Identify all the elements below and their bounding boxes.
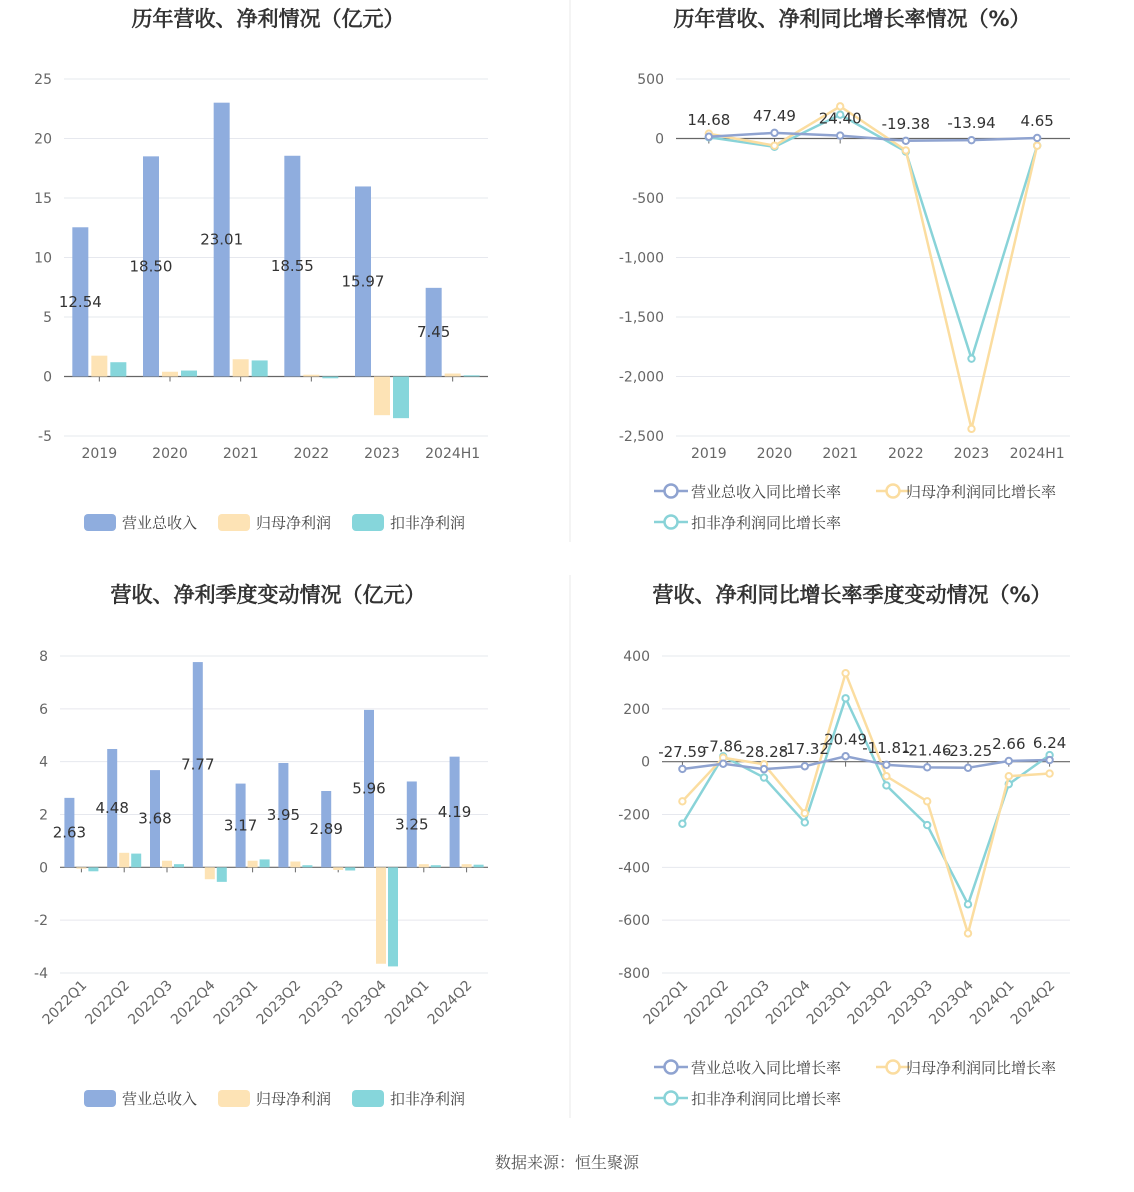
series-point xyxy=(924,764,930,770)
y-tick-label: -500 xyxy=(632,191,664,207)
x-tick-label: 2022Q3 xyxy=(722,977,773,1029)
x-tick-label: 2024H1 xyxy=(425,446,481,462)
series-point xyxy=(1034,135,1040,141)
series-point xyxy=(771,142,777,148)
chart-quarterly_growth xyxy=(618,583,1070,1108)
series-line xyxy=(682,698,1049,904)
x-tick-label: 2022 xyxy=(293,446,330,462)
series-line xyxy=(709,115,1037,359)
chart-layer xyxy=(34,7,1070,1108)
y-tick-label: 0 xyxy=(655,131,664,148)
y-tick-label: 0 xyxy=(43,369,52,386)
x-tick-label: 2022Q2 xyxy=(681,977,733,1029)
x-tick-label: 2022Q2 xyxy=(82,977,134,1029)
y-tick-label: 5 xyxy=(43,310,52,326)
bar xyxy=(174,864,184,867)
y-tick-label: -2,500 xyxy=(618,429,664,445)
y-tick-label: 8 xyxy=(39,649,48,665)
legend-label: 扣非净利润 xyxy=(390,1090,466,1108)
x-tick-label: 2022Q1 xyxy=(640,977,692,1029)
series-point xyxy=(679,821,685,827)
bar xyxy=(419,864,429,867)
legend-label: 营业总收入 xyxy=(122,514,198,532)
chart-title: 营收、净利同比增长率季度变动情况（%） xyxy=(652,583,1052,607)
bar xyxy=(393,377,409,419)
y-tick-label: 0 xyxy=(39,860,48,877)
data-label: 2.89 xyxy=(309,820,343,839)
bar xyxy=(431,865,441,867)
bar xyxy=(131,854,141,868)
x-tick-label: 2024Q2 xyxy=(424,977,476,1029)
series-point xyxy=(802,819,808,825)
legend-marker xyxy=(887,485,900,498)
legend-swatch xyxy=(352,1090,384,1107)
x-tick-label: 2023Q3 xyxy=(296,977,348,1029)
bar xyxy=(474,865,484,868)
bar xyxy=(91,356,107,377)
bar xyxy=(290,862,300,868)
x-tick-label: 2022Q1 xyxy=(39,977,91,1029)
bar xyxy=(110,362,126,376)
bar xyxy=(464,375,480,376)
x-tick-label: 2023Q2 xyxy=(253,977,305,1029)
series-point xyxy=(903,138,909,144)
legend-label: 营业总收入同比增长率 xyxy=(691,483,842,501)
x-tick-label: 2023 xyxy=(364,446,400,462)
data-label: 47.49 xyxy=(753,106,796,125)
series-point xyxy=(968,426,974,432)
y-tick-label: 2 xyxy=(39,807,48,824)
data-label: 6.24 xyxy=(1032,734,1067,753)
legend-label: 归母净利润 xyxy=(256,514,332,532)
series-point xyxy=(802,763,808,769)
chart-title: 历年营收、净利情况（亿元） xyxy=(131,7,405,31)
x-tick-label: 2024Q1 xyxy=(967,977,1018,1029)
data-label: 20.49 xyxy=(824,730,868,749)
x-tick-label: 2023Q4 xyxy=(926,977,977,1029)
bar xyxy=(303,375,319,377)
bar xyxy=(76,867,86,868)
y-tick-label: 0 xyxy=(641,754,650,771)
series-point xyxy=(842,695,848,701)
x-tick-label: 2020 xyxy=(756,446,793,462)
series-point xyxy=(761,766,767,772)
data-label: -21.46 xyxy=(903,741,952,760)
bar xyxy=(333,867,343,870)
bar xyxy=(462,864,472,867)
bar xyxy=(162,372,178,377)
x-tick-label: 2024Q1 xyxy=(382,977,433,1029)
x-tick-label: 2023Q3 xyxy=(885,977,937,1029)
chart-title: 营收、净利季度变动情况（亿元） xyxy=(110,583,426,607)
data-label: -17.32 xyxy=(780,740,829,759)
x-tick-label: 2023 xyxy=(953,446,990,462)
chart-annual_amounts xyxy=(34,7,488,532)
x-tick-label: 2024H1 xyxy=(1009,446,1065,462)
y-tick-label: -400 xyxy=(618,860,650,877)
bar xyxy=(162,861,172,868)
x-tick-label: 2024Q2 xyxy=(1007,977,1059,1029)
series-point xyxy=(883,773,889,779)
data-label: 3.25 xyxy=(395,815,429,834)
bar xyxy=(322,377,338,379)
legend-swatch xyxy=(352,514,384,531)
series-point xyxy=(842,753,848,759)
legend-label: 营业总收入 xyxy=(122,1090,198,1108)
data-label: -13.94 xyxy=(947,114,996,133)
y-tick-label: 25 xyxy=(34,72,52,88)
legend-label: 归母净利润同比增长率 xyxy=(906,483,1057,501)
legend-label: 归母净利润 xyxy=(256,1090,332,1108)
data-label: 2.63 xyxy=(52,823,87,842)
legend-marker xyxy=(665,485,678,498)
bar xyxy=(248,861,258,868)
series-point xyxy=(924,822,930,828)
series-point xyxy=(1046,757,1052,763)
series-point xyxy=(706,134,712,140)
bar xyxy=(205,867,215,879)
bar xyxy=(376,867,386,963)
legend-marker xyxy=(665,516,678,529)
series-point xyxy=(720,761,726,767)
x-tick-label: 2022Q4 xyxy=(763,977,814,1029)
bar xyxy=(181,371,197,377)
data-label: -7.86 xyxy=(703,737,743,756)
x-tick-label: 2023Q2 xyxy=(844,977,896,1029)
x-tick-label: 2023Q1 xyxy=(210,977,262,1029)
data-label: -19.38 xyxy=(881,114,931,133)
data-label: 24.40 xyxy=(818,109,862,128)
x-tick-label: 2019 xyxy=(81,446,118,462)
chart-annual_growth xyxy=(619,7,1070,532)
legend-marker xyxy=(887,1061,900,1074)
data-label: 4.65 xyxy=(1020,111,1054,130)
data-source: 数据来源：恒生聚源 xyxy=(494,1153,640,1172)
series-point xyxy=(802,810,808,816)
series-line xyxy=(709,106,1037,428)
y-tick-label: -5 xyxy=(38,429,52,445)
data-label: 7.77 xyxy=(181,755,215,774)
x-tick-label: 2019 xyxy=(691,446,727,462)
bar xyxy=(445,374,461,377)
legend-marker xyxy=(665,1092,678,1105)
legend-swatch xyxy=(218,1090,250,1107)
y-tick-label: 200 xyxy=(623,701,650,718)
series-point xyxy=(1006,758,1012,764)
x-tick-label: 2023Q1 xyxy=(803,977,855,1029)
series-point xyxy=(842,670,848,676)
series-point xyxy=(924,798,930,804)
bar xyxy=(88,867,98,871)
y-tick-label: -1,000 xyxy=(618,250,664,267)
series-point xyxy=(883,762,889,768)
legend-marker xyxy=(665,1061,678,1074)
series-point xyxy=(1034,142,1040,148)
x-tick-label: 2022Q4 xyxy=(168,977,219,1029)
y-tick-label: 4 xyxy=(39,754,48,771)
chart-title: 历年营收、净利同比增长率情况（%） xyxy=(673,7,1031,31)
legend-label: 归母净利润同比增长率 xyxy=(906,1059,1057,1077)
x-tick-label: 2023Q4 xyxy=(339,977,390,1029)
data-label: -11.81 xyxy=(862,738,911,757)
legend-label: 扣非净利润 xyxy=(390,514,466,532)
bar xyxy=(217,867,227,882)
x-tick-label: 2021 xyxy=(822,446,858,462)
y-tick-label: -1,500 xyxy=(618,310,664,326)
series-point xyxy=(903,147,909,153)
y-tick-label: 400 xyxy=(623,649,650,665)
series-point xyxy=(771,130,777,136)
y-tick-label: 6 xyxy=(39,701,48,718)
y-tick-label: -2 xyxy=(34,913,48,930)
series-point xyxy=(1006,773,1012,779)
data-label: 12.54 xyxy=(58,292,102,311)
bar xyxy=(345,867,355,870)
series-point xyxy=(965,930,971,936)
y-tick-label: -600 xyxy=(618,913,650,930)
data-label: 3.17 xyxy=(223,816,258,835)
data-label: 23.01 xyxy=(200,230,244,249)
data-label: 2.66 xyxy=(992,734,1026,753)
y-tick-label: 15 xyxy=(34,191,52,207)
data-label: 15.97 xyxy=(341,272,385,291)
bar xyxy=(388,867,398,966)
data-label: 4.48 xyxy=(95,799,129,818)
series-point xyxy=(883,782,889,788)
y-tick-label: 500 xyxy=(637,72,664,88)
bar xyxy=(374,377,390,416)
y-tick-label: -4 xyxy=(34,966,48,982)
x-tick-label: 2020 xyxy=(152,446,188,462)
y-tick-label: 10 xyxy=(34,250,52,267)
legend-swatch xyxy=(84,514,116,531)
y-tick-label: -200 xyxy=(618,807,650,824)
data-label: 3.68 xyxy=(138,809,172,828)
data-label: 14.68 xyxy=(687,110,731,129)
bar xyxy=(252,360,268,376)
series-point xyxy=(965,765,971,771)
chart-quarterly_amounts xyxy=(34,583,488,1108)
series-point xyxy=(1046,770,1052,776)
bar xyxy=(302,865,312,867)
data-label: 5.96 xyxy=(352,779,386,798)
y-tick-label: -2,000 xyxy=(618,369,664,386)
legend-swatch xyxy=(218,514,250,531)
series-point xyxy=(968,137,974,143)
data-label: 18.55 xyxy=(270,257,314,276)
y-tick-label: -800 xyxy=(618,966,650,982)
data-label: 7.45 xyxy=(416,323,451,342)
bar xyxy=(260,859,270,867)
y-tick-label: 20 xyxy=(34,131,52,148)
data-label: -28.28 xyxy=(739,743,789,762)
series-point xyxy=(965,901,971,907)
bar xyxy=(233,359,249,376)
series-point xyxy=(679,798,685,804)
series-point xyxy=(968,355,974,361)
series-point xyxy=(679,766,685,772)
legend-label: 营业总收入同比增长率 xyxy=(691,1059,842,1077)
data-label: 18.50 xyxy=(129,257,173,276)
data-label: -23.25 xyxy=(943,741,993,760)
series-point xyxy=(837,132,843,138)
legend-label: 扣非净利润同比增长率 xyxy=(691,1090,842,1108)
x-tick-label: 2022Q3 xyxy=(125,977,176,1029)
bar xyxy=(119,853,129,868)
x-tick-label: 2021 xyxy=(222,446,259,462)
data-label: -27.59 xyxy=(658,742,707,761)
series-point xyxy=(761,774,767,780)
data-label: 4.19 xyxy=(437,802,472,821)
legend-label: 扣非净利润同比增长率 xyxy=(691,514,842,532)
x-tick-label: 2022 xyxy=(888,446,924,462)
legend-swatch xyxy=(84,1090,116,1107)
data-label: 3.95 xyxy=(266,806,301,825)
series-line xyxy=(682,673,1049,933)
